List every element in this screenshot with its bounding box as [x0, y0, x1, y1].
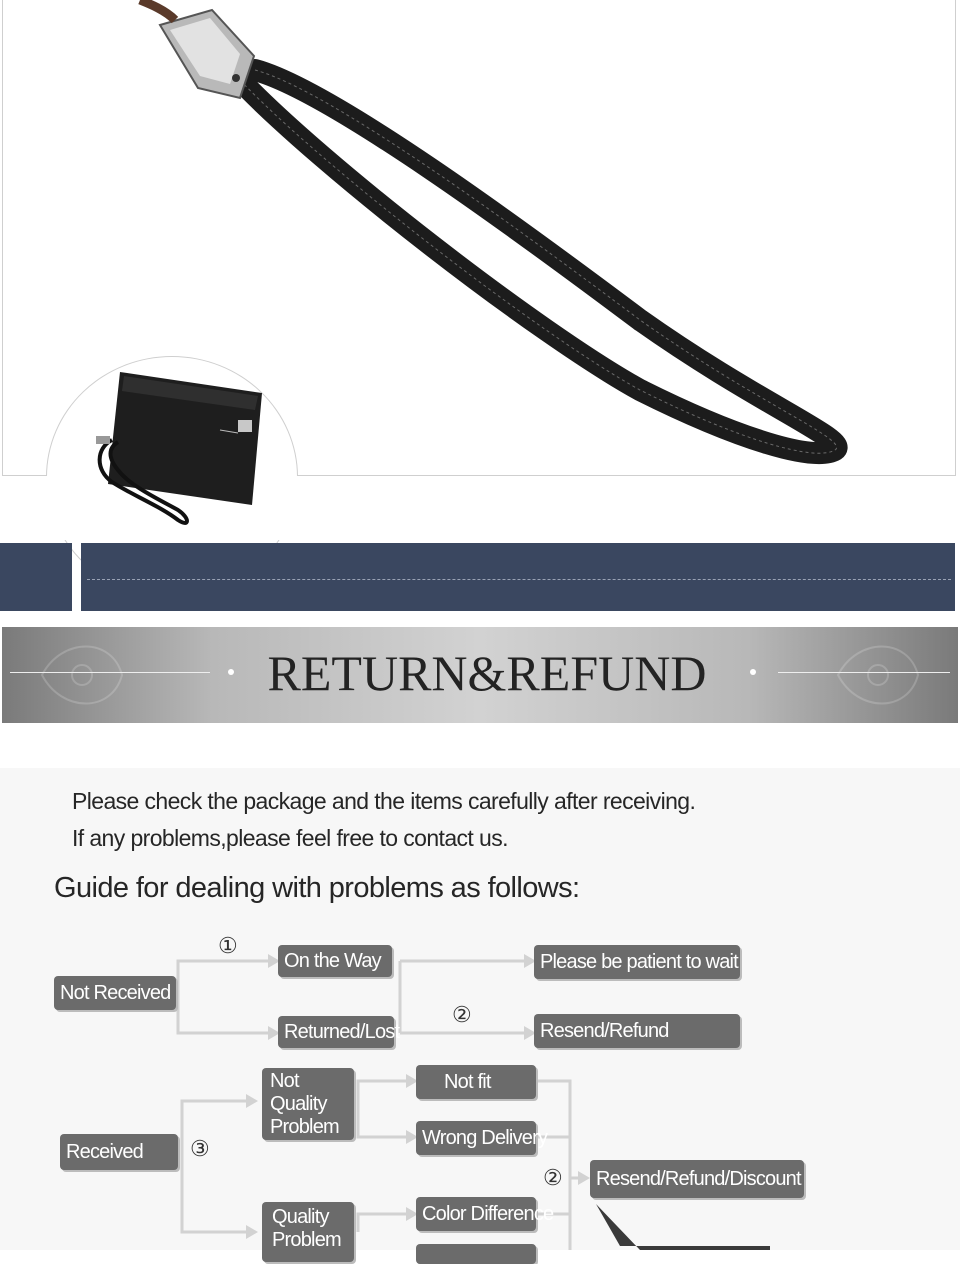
step-marker-3: ③	[190, 1136, 210, 1161]
box-resend-refund-discount: Resend/Refund/Discount	[590, 1160, 804, 1198]
intro-line-2: If any problems,please feel free to contact us.	[72, 825, 508, 851]
box-returned-lost: Returned/Lost	[278, 1016, 394, 1048]
not-quality-line-2: Quality	[270, 1093, 327, 1115]
box-wrong-delivery: Wrong Delivery	[416, 1121, 536, 1155]
intro-line-1: Please check the package and the items carefully after receiving.	[72, 788, 696, 814]
box-not-quality-problem	[262, 1068, 354, 1140]
box-please-wait: Please be patient to wait	[534, 945, 740, 979]
box-not-received: Not Received	[54, 976, 176, 1010]
quality-line-2: Problem	[272, 1229, 341, 1251]
quality-line-1: Quality	[272, 1206, 329, 1228]
box-not-fit: Not fit	[416, 1065, 536, 1099]
guide-title: Guide for dealing with problems as follows:	[54, 872, 580, 904]
banner-title: RETURN&REFUND	[267, 645, 707, 701]
box-on-the-way: On the Way	[278, 945, 392, 977]
box-color-difference: Color Difference	[416, 1197, 536, 1231]
box-resend-refund: Resend/Refund	[534, 1014, 740, 1048]
box-received: Received	[60, 1134, 178, 1170]
not-quality-line-3: Problem	[270, 1116, 339, 1138]
step-marker-1: ①	[218, 933, 238, 958]
pointer-icon	[596, 1204, 770, 1250]
step-marker-2a: ②	[452, 1002, 472, 1027]
step-marker-2b: ②	[543, 1165, 563, 1190]
box-partial-option	[416, 1244, 536, 1264]
box-quality-problem	[262, 1202, 354, 1262]
not-quality-line-1: Not	[270, 1070, 299, 1092]
